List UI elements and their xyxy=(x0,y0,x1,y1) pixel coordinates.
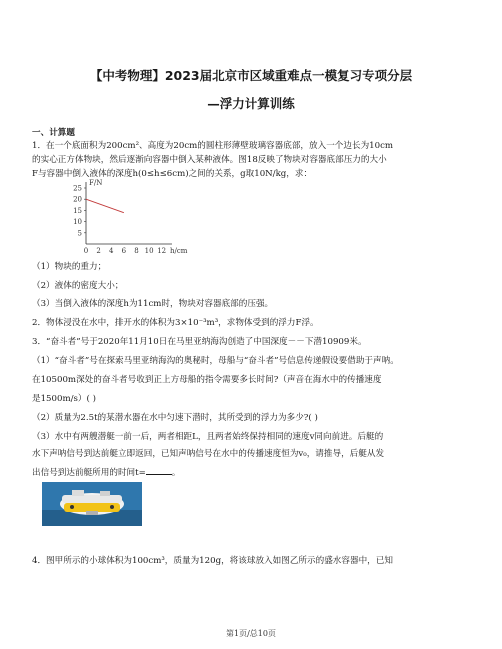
page-footer: 第1页/总10页 xyxy=(226,629,276,638)
document-title-line1: 【中考物理】2023届北京市区域重难点一模复习专项分层 xyxy=(89,68,413,83)
q3-sub3-line2: 水下声呐信号到达前艇立即返回，已知声呐信号在水中的传播速度恒为v₀，请推导，后艇从发 xyxy=(32,449,385,459)
q1-sub1: （1）物块的重力； xyxy=(32,262,107,272)
y-tick-label: 25 xyxy=(73,184,82,193)
force-depth-graph xyxy=(60,179,188,258)
q1-sub2: （2）液体的密度大小； xyxy=(32,281,124,291)
q3-sub3-prefix: 出信号到达前艇所用的时间t= xyxy=(32,468,146,478)
answer-blank xyxy=(146,466,172,475)
q3-sub1-line3: 是1500m/s）( ) xyxy=(32,394,96,404)
force-series-line xyxy=(86,199,124,212)
q1-line1: 1．在一个底面积为200cm²、高度为20cm的圆柱形薄壁玻璃容器底部，放入一个边长为10cm xyxy=(32,141,394,151)
x-tick-label: 2 xyxy=(96,247,101,255)
x-tick-label: 4 xyxy=(108,247,114,255)
q4-line1: 4．图甲所示的小球体积为100cm³，质量为120g，将该球放入如图乙所示的盛水容器中，已知 xyxy=(32,556,393,566)
q3-line1: 3．“奋斗者”号于2020年11月10日在马里亚纳海沟创造了中国深度－－下潜10909米。 xyxy=(32,337,367,347)
y-tick-label: 20 xyxy=(73,195,82,204)
q3-sub2: （2）质量为2.5t的某潜水器在水中匀速下潜时，其所受到的浮力为多少?( ) xyxy=(32,413,318,423)
x-tick-label: 8 xyxy=(134,247,139,255)
q3-sub3-line1: （3）水中有两艘潜艇一前一后，两者相距L，且两者始终保持相同的速度v同向前进。后艇的 xyxy=(32,432,384,442)
q3-sub3-suffix: 。 xyxy=(171,468,181,478)
submersible-photo xyxy=(42,482,142,526)
q3-sub3-line3 xyxy=(32,466,472,479)
x-tick-label: 10 xyxy=(144,247,154,255)
y-tick-label: 5 xyxy=(77,229,82,238)
submersible-illustration xyxy=(42,482,142,526)
q3-sub1-line1: （1）“奋斗者”号在探索马里亚纳海沟的奥秘时，母船与“奋斗者”号信息传递假设要借助于声呐。 xyxy=(32,356,399,366)
document-title-line2: —浮力计算训练 xyxy=(207,96,295,111)
x-tick-label: 6 xyxy=(121,247,127,255)
q1-sub3: （3）当倒入液体的深度h为11cm时，物块对容器底部的压强。 xyxy=(32,299,274,309)
x-tick-label: 0 xyxy=(83,247,89,255)
y-axis-label: F/N xyxy=(89,179,103,187)
x-tick-label: 12 xyxy=(157,247,167,255)
q3-sub1-line2: 在10500m深处的奋斗者号收到正上方母船的指令需要多长时间?（声音在海水中的传播速度 xyxy=(32,375,382,385)
q1-line3: F与容器中倒入液体的深度h(0≤h≤6cm)之间的关系，g取10N/kg，求： xyxy=(32,169,313,179)
y-tick-label: 10 xyxy=(73,218,82,227)
section-heading: 一、计算题 xyxy=(32,128,75,138)
y-tick-label: 15 xyxy=(73,206,82,215)
q1-line2: 的实心正方体物块，然后逐渐向容器中倒入某种液体。图18反映了物块对容器底部压力的大小 xyxy=(32,155,387,165)
q2-line1: 2．物体浸没在水中，排开水的体积为3×10⁻³m³，求物体受到的浮力F浮。 xyxy=(32,318,319,328)
x-axis-label: h/cm xyxy=(170,247,188,255)
